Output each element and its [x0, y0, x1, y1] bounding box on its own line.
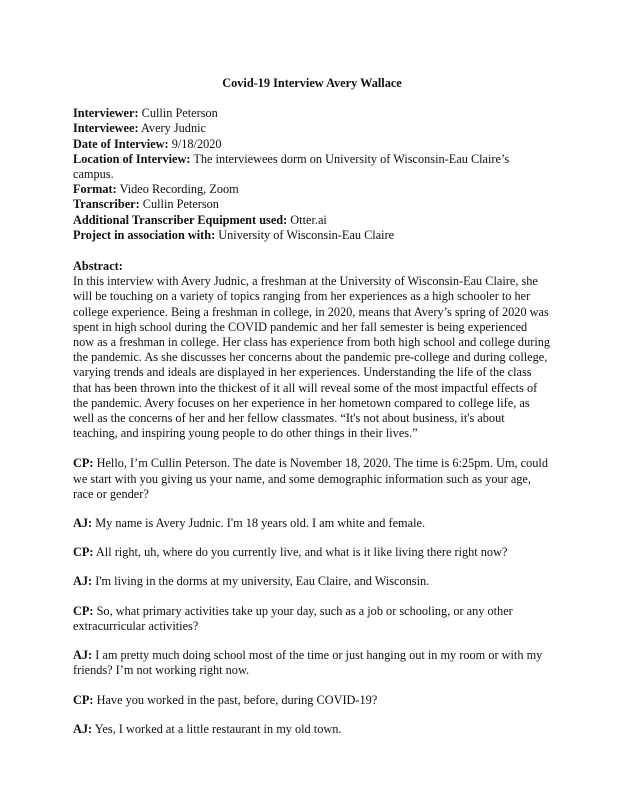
turn-text: Have you worked in the past, before, during COVID-19? [96, 692, 378, 707]
metadata-value: Avery Judnic [140, 121, 206, 136]
transcript-turn [73, 604, 551, 634]
metadata-label: Project in association with: [73, 227, 216, 242]
transcript [73, 456, 551, 736]
turn-text: My name is Avery Judnic. I'm 18 years old. I am white and female. [95, 516, 426, 531]
metadata-project [73, 228, 551, 243]
transcript-turn [73, 722, 551, 737]
transcript-turn [73, 693, 551, 708]
metadata-label: Transcriber: [73, 197, 140, 212]
metadata-date [73, 137, 551, 152]
metadata-value: The interviewees dorm on University of Wisconsin-Eau Claire’s campus. [73, 151, 510, 182]
turn-text: Yes, I worked at a little restaurant in my old town. [94, 721, 342, 736]
document-page [73, 76, 551, 737]
metadata-interviewer [73, 106, 551, 121]
transcript-turn [73, 456, 551, 502]
metadata-value: Otter.ai [290, 212, 327, 227]
speaker-label: AJ: [73, 574, 93, 589]
speaker-label: CP: [73, 456, 94, 471]
speaker-label: CP: [73, 692, 94, 707]
metadata-block [73, 106, 551, 243]
turn-text: Hello, I’m Cullin Peterson. The date is November 18, 2020. The time is 6:25pm. Um, could we start with you giving us your name, and some demographic information such as your age, race or gender? [73, 456, 548, 501]
speaker-label: CP: [73, 545, 94, 560]
metadata-label: Interviewer: [73, 106, 139, 121]
metadata-location [73, 152, 551, 182]
turn-text: I'm living in the dorms at my university, Eau Claire, and Wisconsin. [95, 574, 430, 589]
metadata-value: Cullin Peterson [142, 197, 219, 212]
metadata-value: Cullin Peterson [141, 106, 218, 121]
metadata-label: Location of Interview: [73, 151, 191, 166]
transcript-turn [73, 574, 551, 589]
abstract-text: In this interview with Avery Judnic, a freshman at the University of Wisconsin-Eau Claire, she will be touching on a variety of topics ranging from her experiences as a high schooler to her college experience. Being a freshman in college, in 2020, means that Avery’s spring of 2020 was spent in high school during the COVID pandemic and her fall semester is being experienced now as a freshman in college. Her class has experience from both high school and college during the pandemic. As she discusses her concerns about the pandemic pre-college and during college, varying trends and ideals are displayed in her experiences. Understanding the life of the class that has been thrown into the thickest of it all will reveal some of the most impactful effects of the pandemic. Avery focuses on her experience in her hometown compared to college life, as well as the concerns of her and her fellow classmates. “It's not about business, it's about teaching, and inspiring young people to do other things in their lives.” [73, 274, 551, 441]
speaker-label: AJ: [73, 648, 93, 663]
metadata-label: Date of Interview: [73, 136, 169, 151]
transcript-turn [73, 516, 551, 531]
metadata-label: Additional Transcriber Equipment used: [73, 212, 288, 227]
turn-text: I am pretty much doing school most of the time or just hanging out in my room or with my friends? I’m not working right now. [73, 648, 543, 678]
metadata-equipment [73, 213, 551, 228]
speaker-label: AJ: [73, 721, 93, 736]
document-title: Covid-19 Interview Avery Wallace [222, 76, 402, 90]
metadata-value: University of Wisconsin-Eau Claire [218, 227, 395, 242]
transcript-turn [73, 648, 551, 678]
metadata-interviewee [73, 121, 551, 136]
metadata-transcriber [73, 197, 551, 212]
metadata-label: Format: [73, 182, 117, 197]
turn-text: So, what primary activities take up your day, such as a job or schooling, or any other extracurricular activities? [73, 603, 513, 633]
abstract-heading: Abstract: [73, 259, 123, 274]
turn-text: All right, uh, where do you currently live, and what is it like living there right now? [95, 545, 508, 560]
speaker-label: CP: [73, 603, 94, 618]
speaker-label: AJ: [73, 516, 93, 531]
metadata-format [73, 182, 551, 197]
metadata-value: Video Recording, Zoom [119, 182, 239, 197]
metadata-label: Interviewee: [73, 121, 139, 136]
metadata-value: 9/18/2020 [171, 136, 222, 151]
transcript-turn [73, 545, 551, 560]
